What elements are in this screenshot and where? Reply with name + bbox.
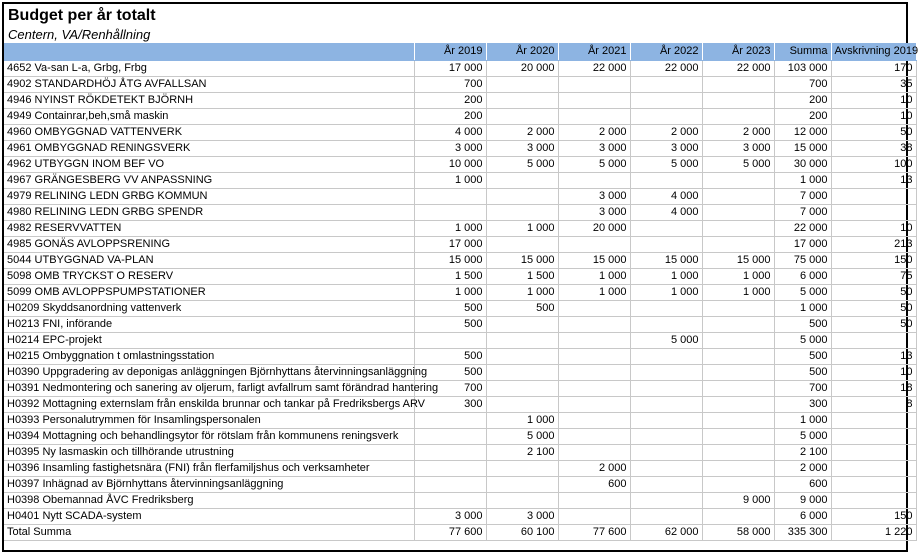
value-cell[interactable]: 5 000	[486, 156, 558, 172]
row-label-cell[interactable]: 4949 Containrar,beh,små maskin	[4, 108, 414, 124]
value-cell[interactable]: 2 000	[774, 460, 831, 476]
row-label-cell[interactable]: 4902 STANDARDHÖJ ÅTG AVFALLSAN	[4, 76, 414, 92]
value-cell[interactable]	[486, 396, 558, 412]
table-row	[4, 300, 916, 316]
value-cell[interactable]: 20 000	[558, 220, 630, 236]
table-row	[4, 188, 916, 204]
value-cell[interactable]	[702, 460, 774, 476]
row-label-cell[interactable]: 4962 UTBYGGN INOM BEF VO	[4, 156, 414, 172]
row-label-cell[interactable]: H0209 Skyddsanordning vattenverk	[4, 300, 414, 316]
column-header[interactable]: År 2022	[630, 43, 702, 60]
value-cell[interactable]	[702, 172, 774, 188]
row-label-cell[interactable]: 4960 OMBYGGNAD VATTENVERK	[4, 124, 414, 140]
row-label-cell[interactable]: 5098 OMB TRYCKST O RESERV	[4, 268, 414, 284]
value-cell[interactable]	[831, 204, 916, 220]
total-value-cell[interactable]: 58 000	[702, 524, 774, 540]
value-cell[interactable]	[558, 236, 630, 252]
value-cell[interactable]: 3 000	[414, 140, 486, 156]
value-cell[interactable]: 15 000	[630, 252, 702, 268]
value-cell[interactable]: 2 000	[558, 124, 630, 140]
value-cell[interactable]	[831, 444, 916, 460]
value-cell[interactable]: 3 000	[558, 140, 630, 156]
value-cell[interactable]: 3 000	[486, 140, 558, 156]
row-label-cell[interactable]: 5044 UTBYGGNAD VA-PLAN	[4, 252, 414, 268]
value-cell[interactable]: 5 000	[774, 428, 831, 444]
table-row	[4, 444, 916, 460]
row-label-cell[interactable]: 5099 OMB AVLOPPSPUMPSTATIONER	[4, 284, 414, 300]
value-cell[interactable]	[702, 428, 774, 444]
value-cell[interactable]	[702, 412, 774, 428]
value-cell[interactable]: 8	[831, 396, 916, 412]
value-cell[interactable]: 500	[774, 316, 831, 332]
value-cell[interactable]: 12 000	[774, 124, 831, 140]
value-cell[interactable]	[486, 92, 558, 108]
value-cell[interactable]: 500	[486, 300, 558, 316]
value-cell[interactable]: 600	[558, 476, 630, 492]
value-cell[interactable]: 1 000	[630, 268, 702, 284]
value-cell[interactable]: 500	[414, 300, 486, 316]
table-row	[4, 396, 916, 412]
value-cell[interactable]	[558, 428, 630, 444]
table-row	[4, 76, 916, 92]
value-cell[interactable]	[486, 380, 558, 396]
value-cell[interactable]	[630, 460, 702, 476]
row-label-cell[interactable]: H0214 EPC-projekt	[4, 332, 414, 348]
value-cell[interactable]: 4 000	[630, 204, 702, 220]
value-cell[interactable]	[486, 316, 558, 332]
value-cell[interactable]	[558, 332, 630, 348]
value-cell[interactable]	[486, 332, 558, 348]
value-cell[interactable]	[702, 300, 774, 316]
value-cell[interactable]: 38	[831, 140, 916, 156]
value-cell[interactable]	[702, 108, 774, 124]
value-cell[interactable]	[630, 492, 702, 508]
value-cell[interactable]	[831, 492, 916, 508]
value-cell[interactable]	[630, 236, 702, 252]
value-cell[interactable]: 50	[831, 300, 916, 316]
value-cell[interactable]: 10	[831, 220, 916, 236]
value-cell[interactable]	[486, 476, 558, 492]
value-cell[interactable]: 1 500	[486, 268, 558, 284]
total-value-cell[interactable]: 60 100	[486, 524, 558, 540]
value-cell[interactable]: 22 000	[702, 60, 774, 76]
value-cell[interactable]: 500	[414, 348, 486, 364]
value-cell[interactable]	[558, 364, 630, 380]
value-cell[interactable]: 2 000	[486, 124, 558, 140]
value-cell[interactable]	[702, 76, 774, 92]
value-cell[interactable]: 17 000	[414, 60, 486, 76]
row-label-cell[interactable]: H0397 Inhägnad av Björnhyttans återvinningsanläggning	[4, 476, 414, 492]
value-cell[interactable]	[702, 444, 774, 460]
row-label-cell[interactable]: H0391 Nedmontering och sanering av oljerum, farligt avfallrum samt förändrad hantering	[4, 380, 414, 396]
value-cell[interactable]: 1 000	[702, 284, 774, 300]
table-body	[4, 60, 916, 540]
value-cell[interactable]: 300	[414, 396, 486, 412]
value-cell[interactable]: 6 000	[774, 268, 831, 284]
value-cell[interactable]: 700	[774, 380, 831, 396]
total-value-cell[interactable]: 77 600	[558, 524, 630, 540]
table-row	[4, 284, 916, 300]
value-cell[interactable]: 1 000	[414, 220, 486, 236]
table-row	[4, 380, 916, 396]
value-cell[interactable]	[414, 188, 486, 204]
value-cell[interactable]: 4 000	[630, 188, 702, 204]
table-row	[4, 348, 916, 364]
value-cell[interactable]: 15 000	[558, 252, 630, 268]
value-cell[interactable]: 5 000	[486, 428, 558, 444]
value-cell[interactable]	[486, 76, 558, 92]
value-cell[interactable]: 75	[831, 268, 916, 284]
column-header[interactable]: År 2019	[414, 43, 486, 60]
value-cell[interactable]	[414, 204, 486, 220]
value-cell[interactable]: 500	[414, 364, 486, 380]
value-cell[interactable]: 1 000	[558, 284, 630, 300]
value-cell[interactable]	[630, 412, 702, 428]
value-cell[interactable]	[486, 108, 558, 124]
table-row	[4, 508, 916, 524]
value-cell[interactable]: 100	[831, 156, 916, 172]
table-row	[4, 412, 916, 428]
row-label-cell[interactable]: H0396 Insamling fastighetsnära (FNI) från flerfamiljshus och verksamheter	[4, 460, 414, 476]
value-cell[interactable]	[630, 476, 702, 492]
value-cell[interactable]	[702, 348, 774, 364]
table-row	[4, 108, 916, 124]
value-cell[interactable]	[702, 204, 774, 220]
value-cell[interactable]	[831, 428, 916, 444]
value-cell[interactable]	[831, 412, 916, 428]
value-cell[interactable]: 17 000	[414, 236, 486, 252]
value-cell[interactable]	[702, 92, 774, 108]
page-title: Budget per år totalt	[8, 7, 156, 24]
value-cell[interactable]	[630, 76, 702, 92]
table-row	[4, 236, 916, 252]
value-cell[interactable]: 500	[414, 316, 486, 332]
value-cell[interactable]	[558, 300, 630, 316]
value-cell[interactable]: 200	[414, 92, 486, 108]
value-cell[interactable]: 2 100	[774, 444, 831, 460]
total-value-cell[interactable]: 77 600	[414, 524, 486, 540]
value-cell[interactable]: 200	[414, 108, 486, 124]
value-cell[interactable]: 2 000	[630, 124, 702, 140]
row-label-cell[interactable]: H0390 Uppgradering av deponigas anläggningen Björnhyttans återvinningsanläggning	[4, 364, 414, 380]
value-cell[interactable]: 2 000	[702, 124, 774, 140]
value-cell[interactable]	[702, 476, 774, 492]
value-cell[interactable]	[831, 188, 916, 204]
value-cell[interactable]: 1 000	[774, 172, 831, 188]
value-cell[interactable]: 1 000	[774, 300, 831, 316]
value-cell[interactable]	[486, 364, 558, 380]
spreadsheet-sheet	[2, 2, 918, 552]
value-cell[interactable]: 700	[774, 76, 831, 92]
row-label-cell[interactable]: 4652 Va-san L-a, Grbg, Frbg	[4, 60, 414, 76]
value-cell[interactable]: 22 000	[630, 60, 702, 76]
value-cell[interactable]: 500	[774, 364, 831, 380]
value-cell[interactable]: 700	[414, 380, 486, 396]
value-cell[interactable]: 3 000	[630, 140, 702, 156]
value-cell[interactable]: 7 000	[774, 188, 831, 204]
total-value-cell[interactable]: 1 220	[831, 524, 916, 540]
value-cell[interactable]	[558, 396, 630, 412]
value-cell[interactable]: 5 000	[702, 156, 774, 172]
column-header[interactable]: År 2021	[558, 43, 630, 60]
value-cell[interactable]: 1 000	[414, 172, 486, 188]
value-cell[interactable]	[630, 300, 702, 316]
value-cell[interactable]: 30 000	[774, 156, 831, 172]
value-cell[interactable]: 22 000	[774, 220, 831, 236]
value-cell[interactable]	[630, 348, 702, 364]
value-cell[interactable]: 1 500	[414, 268, 486, 284]
value-cell[interactable]	[486, 172, 558, 188]
table-row	[4, 60, 916, 76]
value-cell[interactable]	[414, 476, 486, 492]
header-row	[4, 43, 916, 60]
value-cell[interactable]: 170	[831, 60, 916, 76]
table-row	[4, 364, 916, 380]
value-cell[interactable]	[630, 444, 702, 460]
value-cell[interactable]	[630, 364, 702, 380]
table-row	[4, 492, 916, 508]
table-row	[4, 140, 916, 156]
value-cell[interactable]	[702, 508, 774, 524]
value-cell[interactable]	[558, 492, 630, 508]
value-cell[interactable]: 10	[831, 108, 916, 124]
value-cell[interactable]	[702, 316, 774, 332]
value-cell[interactable]	[702, 188, 774, 204]
table-row	[4, 124, 916, 140]
value-cell[interactable]: 9 000	[702, 492, 774, 508]
value-cell[interactable]	[630, 508, 702, 524]
value-cell[interactable]: 1 000	[486, 412, 558, 428]
row-label-cell[interactable]: 4979 RELINING LEDN GRBG KOMMUN	[4, 188, 414, 204]
value-cell[interactable]	[702, 332, 774, 348]
value-cell[interactable]: 10	[831, 364, 916, 380]
value-cell[interactable]: 3 000	[558, 204, 630, 220]
value-cell[interactable]: 2 100	[486, 444, 558, 460]
value-cell[interactable]: 1 000	[630, 284, 702, 300]
value-cell[interactable]: 1 000	[774, 412, 831, 428]
value-cell[interactable]: 1 000	[558, 268, 630, 284]
value-cell[interactable]: 10	[831, 92, 916, 108]
value-cell[interactable]: 35	[831, 76, 916, 92]
table-row	[4, 316, 916, 332]
value-cell[interactable]	[486, 492, 558, 508]
value-cell[interactable]: 1 000	[486, 284, 558, 300]
value-cell[interactable]	[486, 188, 558, 204]
value-cell[interactable]: 5 000	[630, 156, 702, 172]
value-cell[interactable]	[414, 444, 486, 460]
value-cell[interactable]: 7 000	[774, 204, 831, 220]
value-cell[interactable]	[630, 108, 702, 124]
row-label-cell[interactable]: H0395 Ny lasmaskin och tillhörande utrustning	[4, 444, 414, 460]
row-label-cell[interactable]: H0394 Mottagning och behandlingsytor för rötslam från kommunens reningsverk	[4, 428, 414, 444]
column-header[interactable]: År 2020	[486, 43, 558, 60]
value-cell[interactable]	[414, 492, 486, 508]
value-cell[interactable]	[630, 172, 702, 188]
value-cell[interactable]	[831, 460, 916, 476]
row-label-cell[interactable]: H0393 Personalutrymmen för Insamlingspersonalen	[4, 412, 414, 428]
value-cell[interactable]: 500	[774, 348, 831, 364]
value-cell[interactable]	[414, 412, 486, 428]
value-cell[interactable]	[831, 332, 916, 348]
value-cell[interactable]: 10 000	[414, 156, 486, 172]
value-cell[interactable]	[702, 220, 774, 236]
value-cell[interactable]: 50	[831, 316, 916, 332]
table-row	[4, 204, 916, 220]
value-cell[interactable]: 22 000	[558, 60, 630, 76]
column-header[interactable]: Avskrivning 2019	[831, 43, 916, 60]
row-label-cell[interactable]: 4946 NYINST RÖKDETEKT BJÖRNH	[4, 92, 414, 108]
row-label-cell[interactable]: H0401 Nytt SCADA-system	[4, 508, 414, 524]
value-cell[interactable]	[414, 332, 486, 348]
row-label-cell[interactable]: H0213 FNI, införande	[4, 316, 414, 332]
table-row	[4, 428, 916, 444]
row-label-cell[interactable]: 4961 OMBYGGNAD RENINGSVERK	[4, 140, 414, 156]
value-cell[interactable]	[558, 76, 630, 92]
value-cell[interactable]: 13	[831, 348, 916, 364]
value-cell[interactable]: 600	[774, 476, 831, 492]
value-cell[interactable]	[630, 92, 702, 108]
value-cell[interactable]	[630, 380, 702, 396]
value-cell[interactable]: 15 000	[414, 252, 486, 268]
value-cell[interactable]: 5 000	[774, 332, 831, 348]
value-cell[interactable]: 15 000	[702, 252, 774, 268]
value-cell[interactable]: 18	[831, 380, 916, 396]
value-cell[interactable]: 20 000	[486, 60, 558, 76]
value-cell[interactable]: 9 000	[774, 492, 831, 508]
value-cell[interactable]: 103 000	[774, 60, 831, 76]
table-row	[4, 460, 916, 476]
total-label-cell[interactable]: Total Summa	[4, 524, 414, 540]
value-cell[interactable]: 5 000	[630, 332, 702, 348]
table-row	[4, 268, 916, 284]
row-label-cell[interactable]: 4980 RELINING LEDN GRBG SPENDR	[4, 204, 414, 220]
value-cell[interactable]: 3 000	[558, 188, 630, 204]
row-label-cell[interactable]: 4985 GONÄS AVLOPPSRENING	[4, 236, 414, 252]
row-label-cell[interactable]: H0398 Obemannad ÅVC Fredriksberg	[4, 492, 414, 508]
total-value-cell[interactable]: 62 000	[630, 524, 702, 540]
column-header[interactable]: År 2023	[702, 43, 774, 60]
value-cell[interactable]: 50	[831, 284, 916, 300]
value-cell[interactable]	[414, 428, 486, 444]
table-row	[4, 252, 916, 268]
value-cell[interactable]: 2 000	[558, 460, 630, 476]
value-cell[interactable]: 13	[831, 172, 916, 188]
value-cell[interactable]	[486, 460, 558, 476]
row-label-cell[interactable]: H0215 Ombyggnation t omlastningsstation	[4, 348, 414, 364]
value-cell[interactable]	[630, 220, 702, 236]
value-cell[interactable]: 3 000	[702, 140, 774, 156]
value-cell[interactable]	[630, 396, 702, 412]
value-cell[interactable]: 17 000	[774, 236, 831, 252]
total-value-cell[interactable]: 335 300	[774, 524, 831, 540]
value-cell[interactable]	[702, 364, 774, 380]
table-row	[4, 92, 916, 108]
value-cell[interactable]: 4 000	[414, 124, 486, 140]
value-cell[interactable]	[702, 380, 774, 396]
header-name-cell[interactable]	[4, 43, 414, 60]
value-cell[interactable]: 3 000	[414, 508, 486, 524]
value-cell[interactable]: 150	[831, 252, 916, 268]
value-cell[interactable]: 5 000	[558, 156, 630, 172]
column-header[interactable]: Summa	[774, 43, 831, 60]
value-cell[interactable]	[486, 236, 558, 252]
table-row	[4, 156, 916, 172]
value-cell[interactable]: 1 000	[486, 220, 558, 236]
row-label-cell[interactable]: 4967 GRÄNGESBERG VV ANPASSNING	[4, 172, 414, 188]
row-label-cell[interactable]: H0392 Mottagning externslam från enskilda brunnar och tankar på Fredriksbergs ARV	[4, 396, 414, 412]
value-cell[interactable]: 15 000	[774, 140, 831, 156]
table-row	[4, 332, 916, 348]
value-cell[interactable]	[558, 316, 630, 332]
value-cell[interactable]: 200	[774, 92, 831, 108]
value-cell[interactable]: 1 000	[702, 268, 774, 284]
total-row	[4, 524, 916, 540]
value-cell[interactable]: 75 000	[774, 252, 831, 268]
value-cell[interactable]: 700	[414, 76, 486, 92]
page-subtitle: Centern, VA/Renhållning	[8, 27, 151, 42]
value-cell[interactable]	[558, 108, 630, 124]
value-cell[interactable]: 300	[774, 396, 831, 412]
value-cell[interactable]	[558, 508, 630, 524]
value-cell[interactable]	[702, 396, 774, 412]
value-cell[interactable]	[831, 476, 916, 492]
value-cell[interactable]: 50	[831, 124, 916, 140]
value-cell[interactable]: 5 000	[774, 284, 831, 300]
value-cell[interactable]: 150	[831, 508, 916, 524]
value-cell[interactable]	[702, 236, 774, 252]
value-cell[interactable]: 6 000	[774, 508, 831, 524]
value-cell[interactable]	[486, 348, 558, 364]
value-cell[interactable]	[486, 204, 558, 220]
value-cell[interactable]	[558, 412, 630, 428]
value-cell[interactable]	[558, 172, 630, 188]
table-row	[4, 220, 916, 236]
value-cell[interactable]	[558, 444, 630, 460]
value-cell[interactable]	[414, 460, 486, 476]
value-cell[interactable]	[558, 380, 630, 396]
row-label-cell[interactable]: 4982 RESERVVATTEN	[4, 220, 414, 236]
budget-table	[4, 43, 917, 541]
value-cell[interactable]: 200	[774, 108, 831, 124]
value-cell[interactable]: 1 000	[414, 284, 486, 300]
value-cell[interactable]	[558, 92, 630, 108]
table-row	[4, 476, 916, 492]
value-cell[interactable]: 213	[831, 236, 916, 252]
value-cell[interactable]	[630, 316, 702, 332]
value-cell[interactable]: 15 000	[486, 252, 558, 268]
value-cell[interactable]: 3 000	[486, 508, 558, 524]
value-cell[interactable]	[630, 428, 702, 444]
table-row	[4, 172, 916, 188]
value-cell[interactable]	[558, 348, 630, 364]
